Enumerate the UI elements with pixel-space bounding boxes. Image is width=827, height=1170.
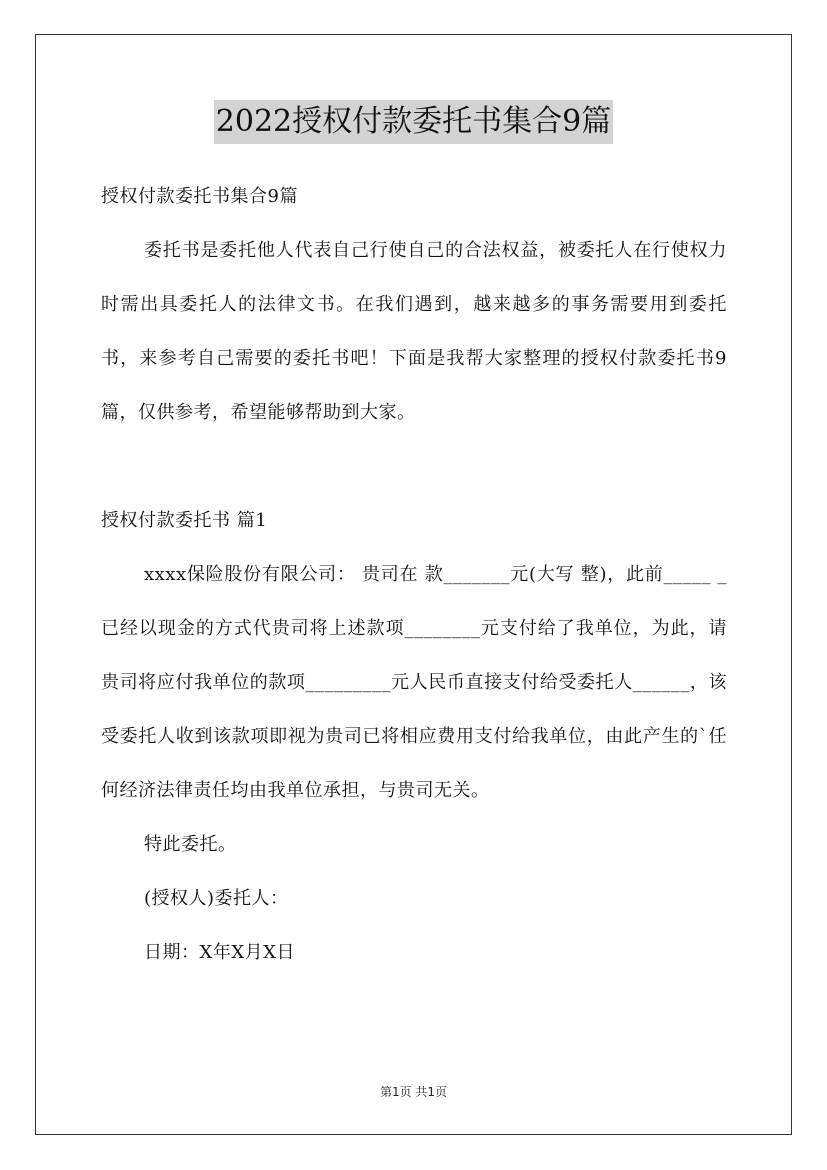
document-title-wrap	[0, 100, 827, 144]
signatory-line: (授权人)委托人：	[144, 888, 289, 909]
subtitle: 授权付款委托书集合9篇	[101, 186, 298, 207]
section-heading: 授权付款委托书 篇1	[101, 510, 268, 531]
page-number-footer: 第1页 共1页	[379, 1085, 448, 1099]
spacer	[101, 440, 727, 494]
section-body-paragraph: xxxx保险股份有限公司： 贵司在 款_______元(大写 整)，此前_____ _ 已经以现金的方式代贵司将上述款项________元支付给了我单位，为此，请贵司将应付我单位的款项_________元人民币直接支付给受委托人______，该受委托人收到该款项即视为贵司已将相应费用支付给我单位，由此产生的`任何经济法律责任均由我单位承担，与贵司无关。	[101, 564, 727, 801]
intro-paragraph: 委托书是委托他人代表自己行使自己的合法权益，被委托人在行使权力时需出具委托人的法律文书。在我们遇到，越来越多的事务需要用到委托书，来参考自己需要的委托书吧！下面是我帮大家整理的授权付款委托书9篇，仅供参考，希望能够帮助到大家。	[101, 240, 727, 423]
date-line: 日期：X年X月X日	[144, 942, 295, 963]
closing-line: 特此委托。	[144, 834, 237, 855]
document-title: 2022授权付款委托书集合9篇	[214, 100, 613, 144]
document-body	[101, 170, 727, 980]
